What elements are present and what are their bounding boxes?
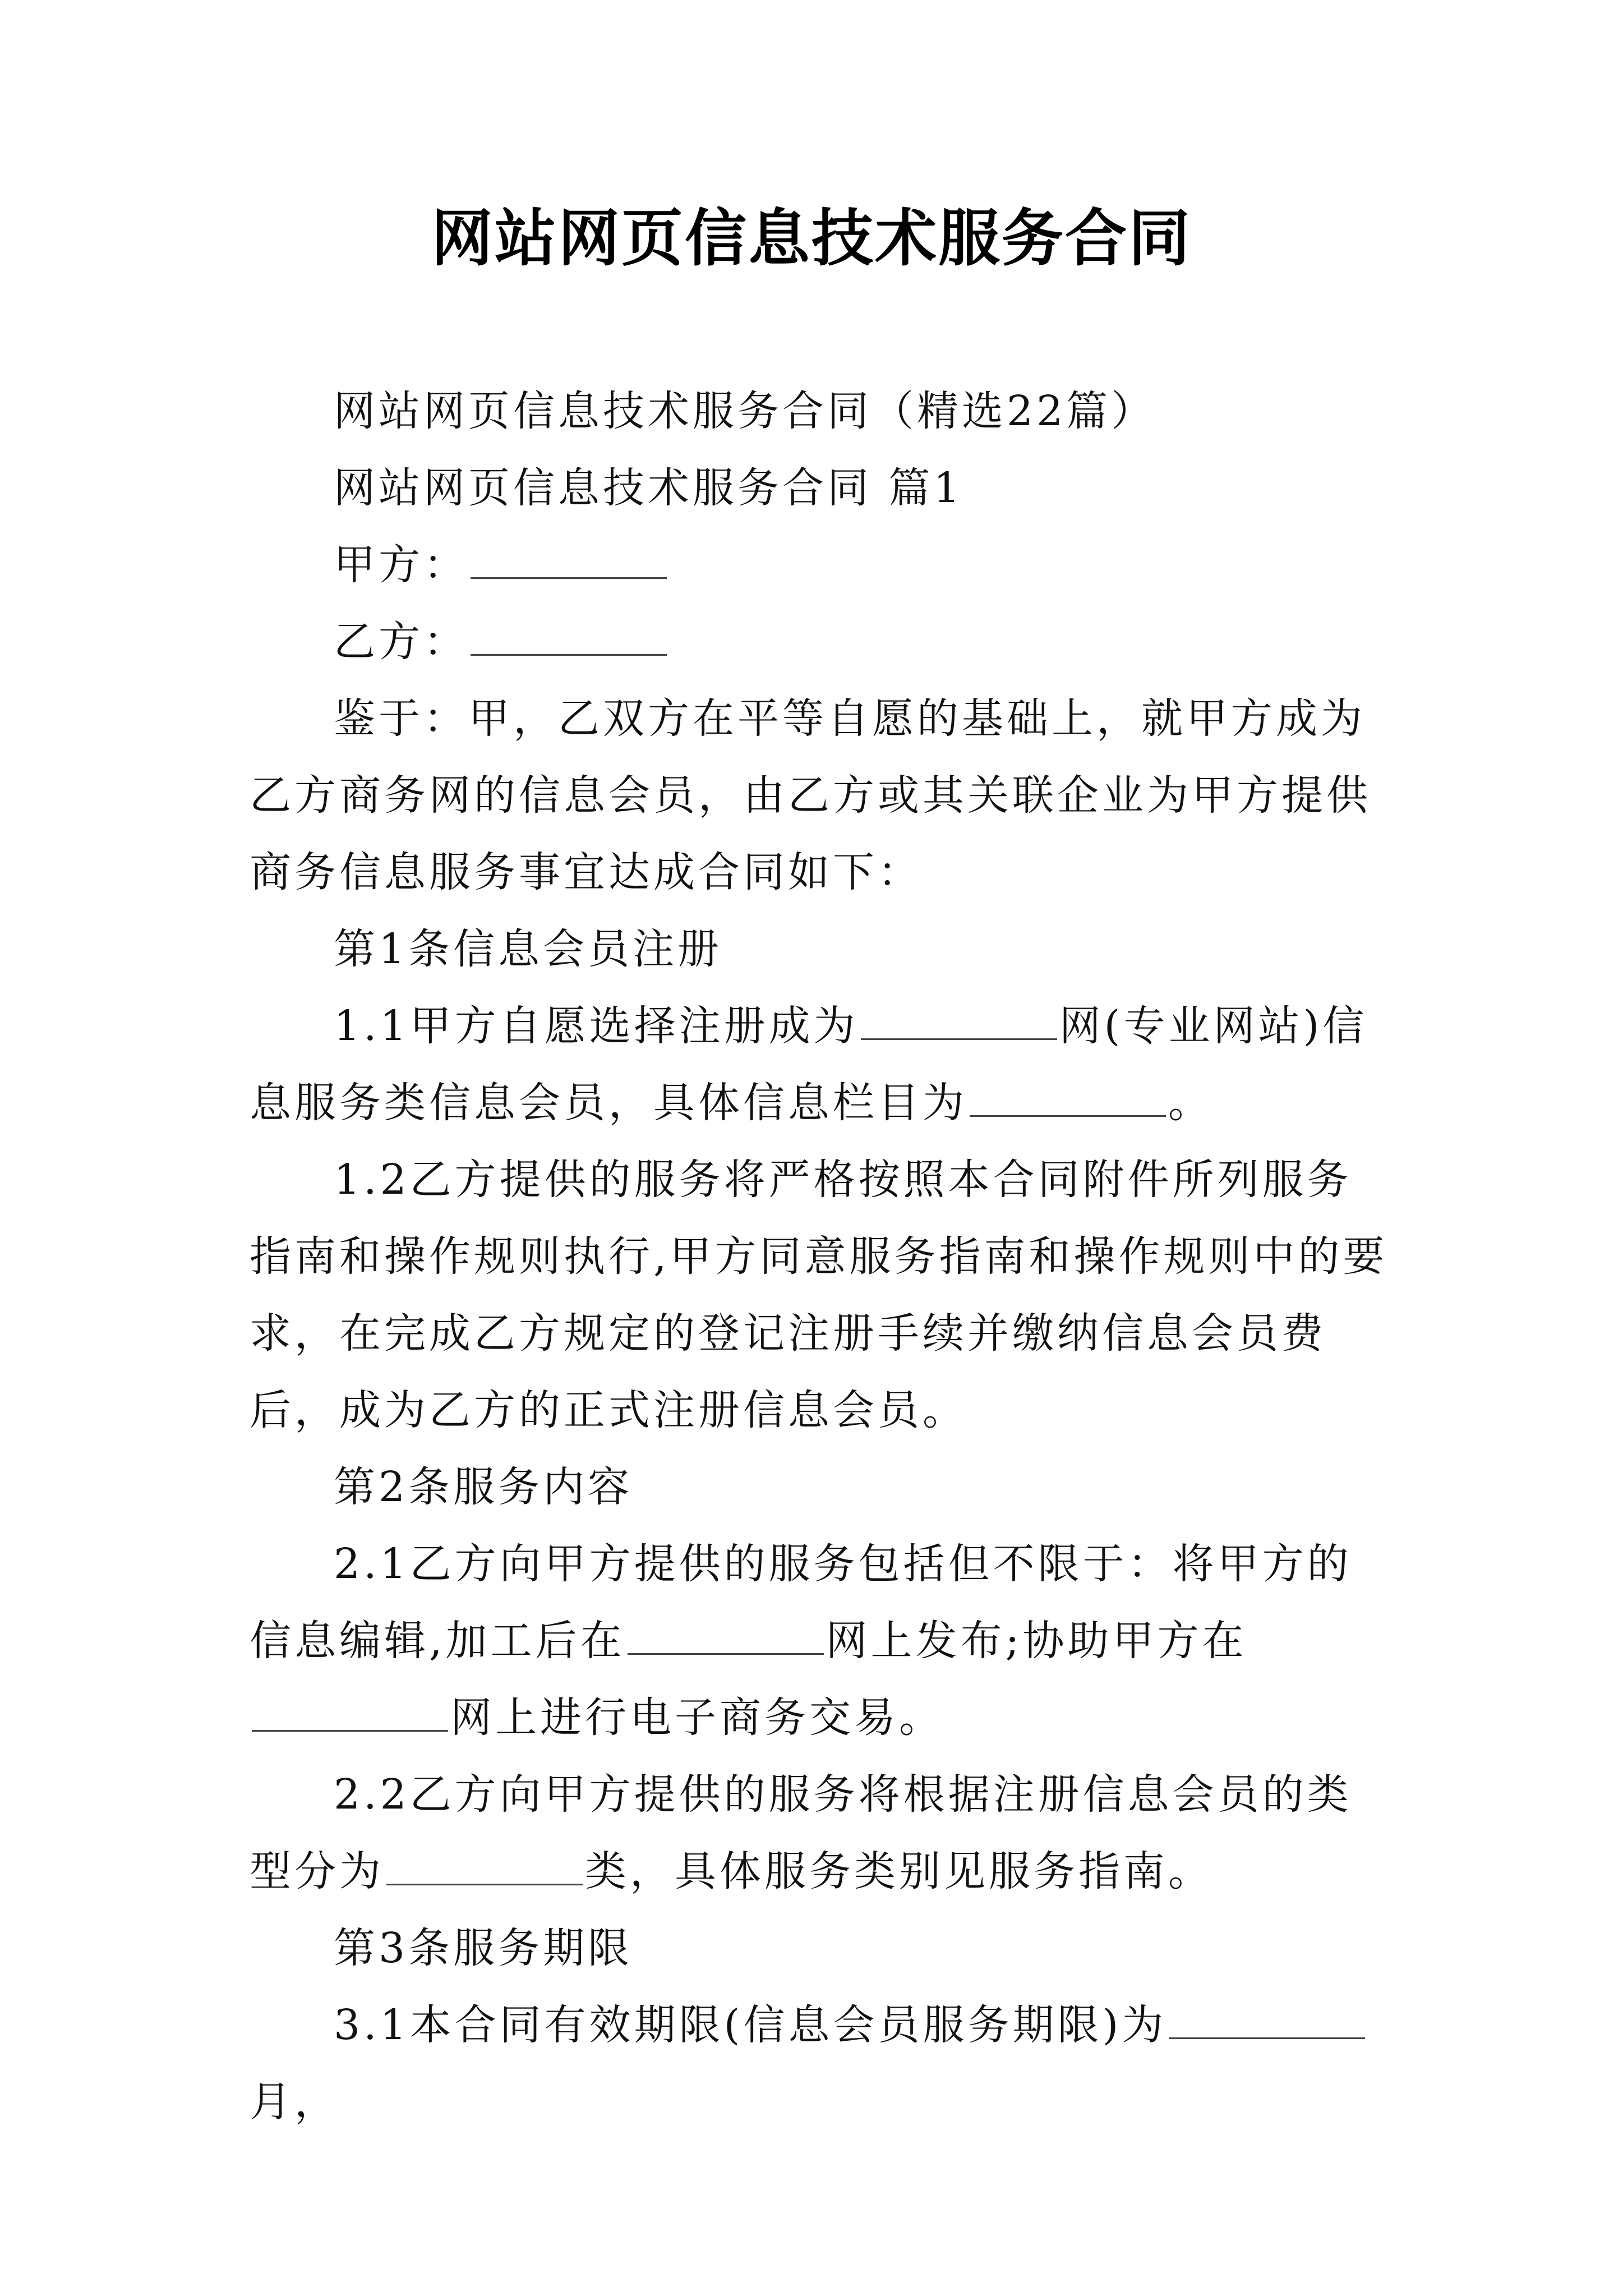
fill-in-blank xyxy=(386,1846,583,1885)
fill-in-blank xyxy=(628,1616,824,1655)
paragraph-text: 鉴于：甲，乙双方在平等自愿的基础上，就甲方成为乙方商务网的信息会员，由乙方或其关联企业为甲方提供商务信息服务事宜达成合同如下： xyxy=(250,694,1371,896)
paragraph-clause-2-2 xyxy=(250,1756,1394,1910)
paragraph-clause-2-1 xyxy=(250,1526,1394,1756)
paragraph-text: 甲方： xyxy=(334,541,468,589)
fill-in-blank xyxy=(1169,2000,1365,2039)
paragraph-text: 月， xyxy=(250,2078,339,2126)
paragraph-text: 。 xyxy=(1168,1079,1213,1127)
paragraph-text: 网上进行电子商务交易。 xyxy=(450,1694,944,1742)
paragraph-text: 1.2乙方提供的服务将严格按照本合同附件所列服务指南和操作规则执行,甲方同意服务指南和操作规则中的要求，在完成乙方规定的登记注册手续并缴纳信息会员费后，成为乙方的正式注册信息会员。 xyxy=(250,1156,1388,1434)
paragraph-text: 第3条服务期限 xyxy=(334,1924,633,1972)
paragraph-text: 2.2乙方向甲方提供的服务将根据注册信息会员的类型分为 xyxy=(250,1770,1352,1895)
paragraph-text: 2.1乙方向甲方提供的服务包括但不限于：将甲方的信息编辑,加工后在 xyxy=(250,1540,1352,1665)
paragraph-preamble xyxy=(250,680,1394,911)
document-body xyxy=(250,373,1394,2141)
fill-in-blank xyxy=(970,1078,1166,1117)
paragraph-party-a xyxy=(250,527,1394,604)
paragraph-text: 网站网页信息技术服务合同 篇1 xyxy=(334,464,963,512)
paragraph-article-3-heading xyxy=(250,1910,1394,1987)
paragraph-party-b xyxy=(250,604,1394,680)
paragraph-clause-3-1 xyxy=(250,1987,1394,2141)
paragraph-subtitle xyxy=(250,373,1394,450)
paragraph-clause-1-2 xyxy=(250,1142,1394,1449)
paragraph-text: 网站网页信息技术服务合同（精选22篇） xyxy=(334,387,1156,435)
fill-in-blank xyxy=(252,1692,448,1732)
paragraph-text: 乙方： xyxy=(334,618,468,666)
paragraph-text: 网(专业网站)信息服务类信息会员，具体信息栏目为 xyxy=(250,1002,1368,1127)
paragraph-text: 3.1本合同有效期限(信息会员服务期限)为 xyxy=(334,2001,1167,2049)
paragraph-article-1-heading xyxy=(250,911,1394,988)
document-title: 网站网页信息技术服务合同 xyxy=(431,202,1192,274)
fill-in-blank xyxy=(471,540,667,579)
fill-in-blank xyxy=(861,1001,1057,1040)
paragraph-text: 网上发布;协助甲方在 xyxy=(826,1617,1247,1665)
paragraph-section-heading xyxy=(250,450,1394,527)
paragraph-text: 第2条服务内容 xyxy=(334,1463,633,1511)
fill-in-blank xyxy=(471,616,667,656)
paragraph-clause-1-1 xyxy=(250,988,1394,1142)
paragraph-text: 第1条信息会员注册 xyxy=(334,925,723,973)
paragraph-text: 类，具体服务类别见服务指南。 xyxy=(585,1847,1213,1895)
paragraph-article-2-heading xyxy=(250,1449,1394,1526)
paragraph-text: 1.1甲方自愿选择注册成为 xyxy=(334,1002,859,1050)
